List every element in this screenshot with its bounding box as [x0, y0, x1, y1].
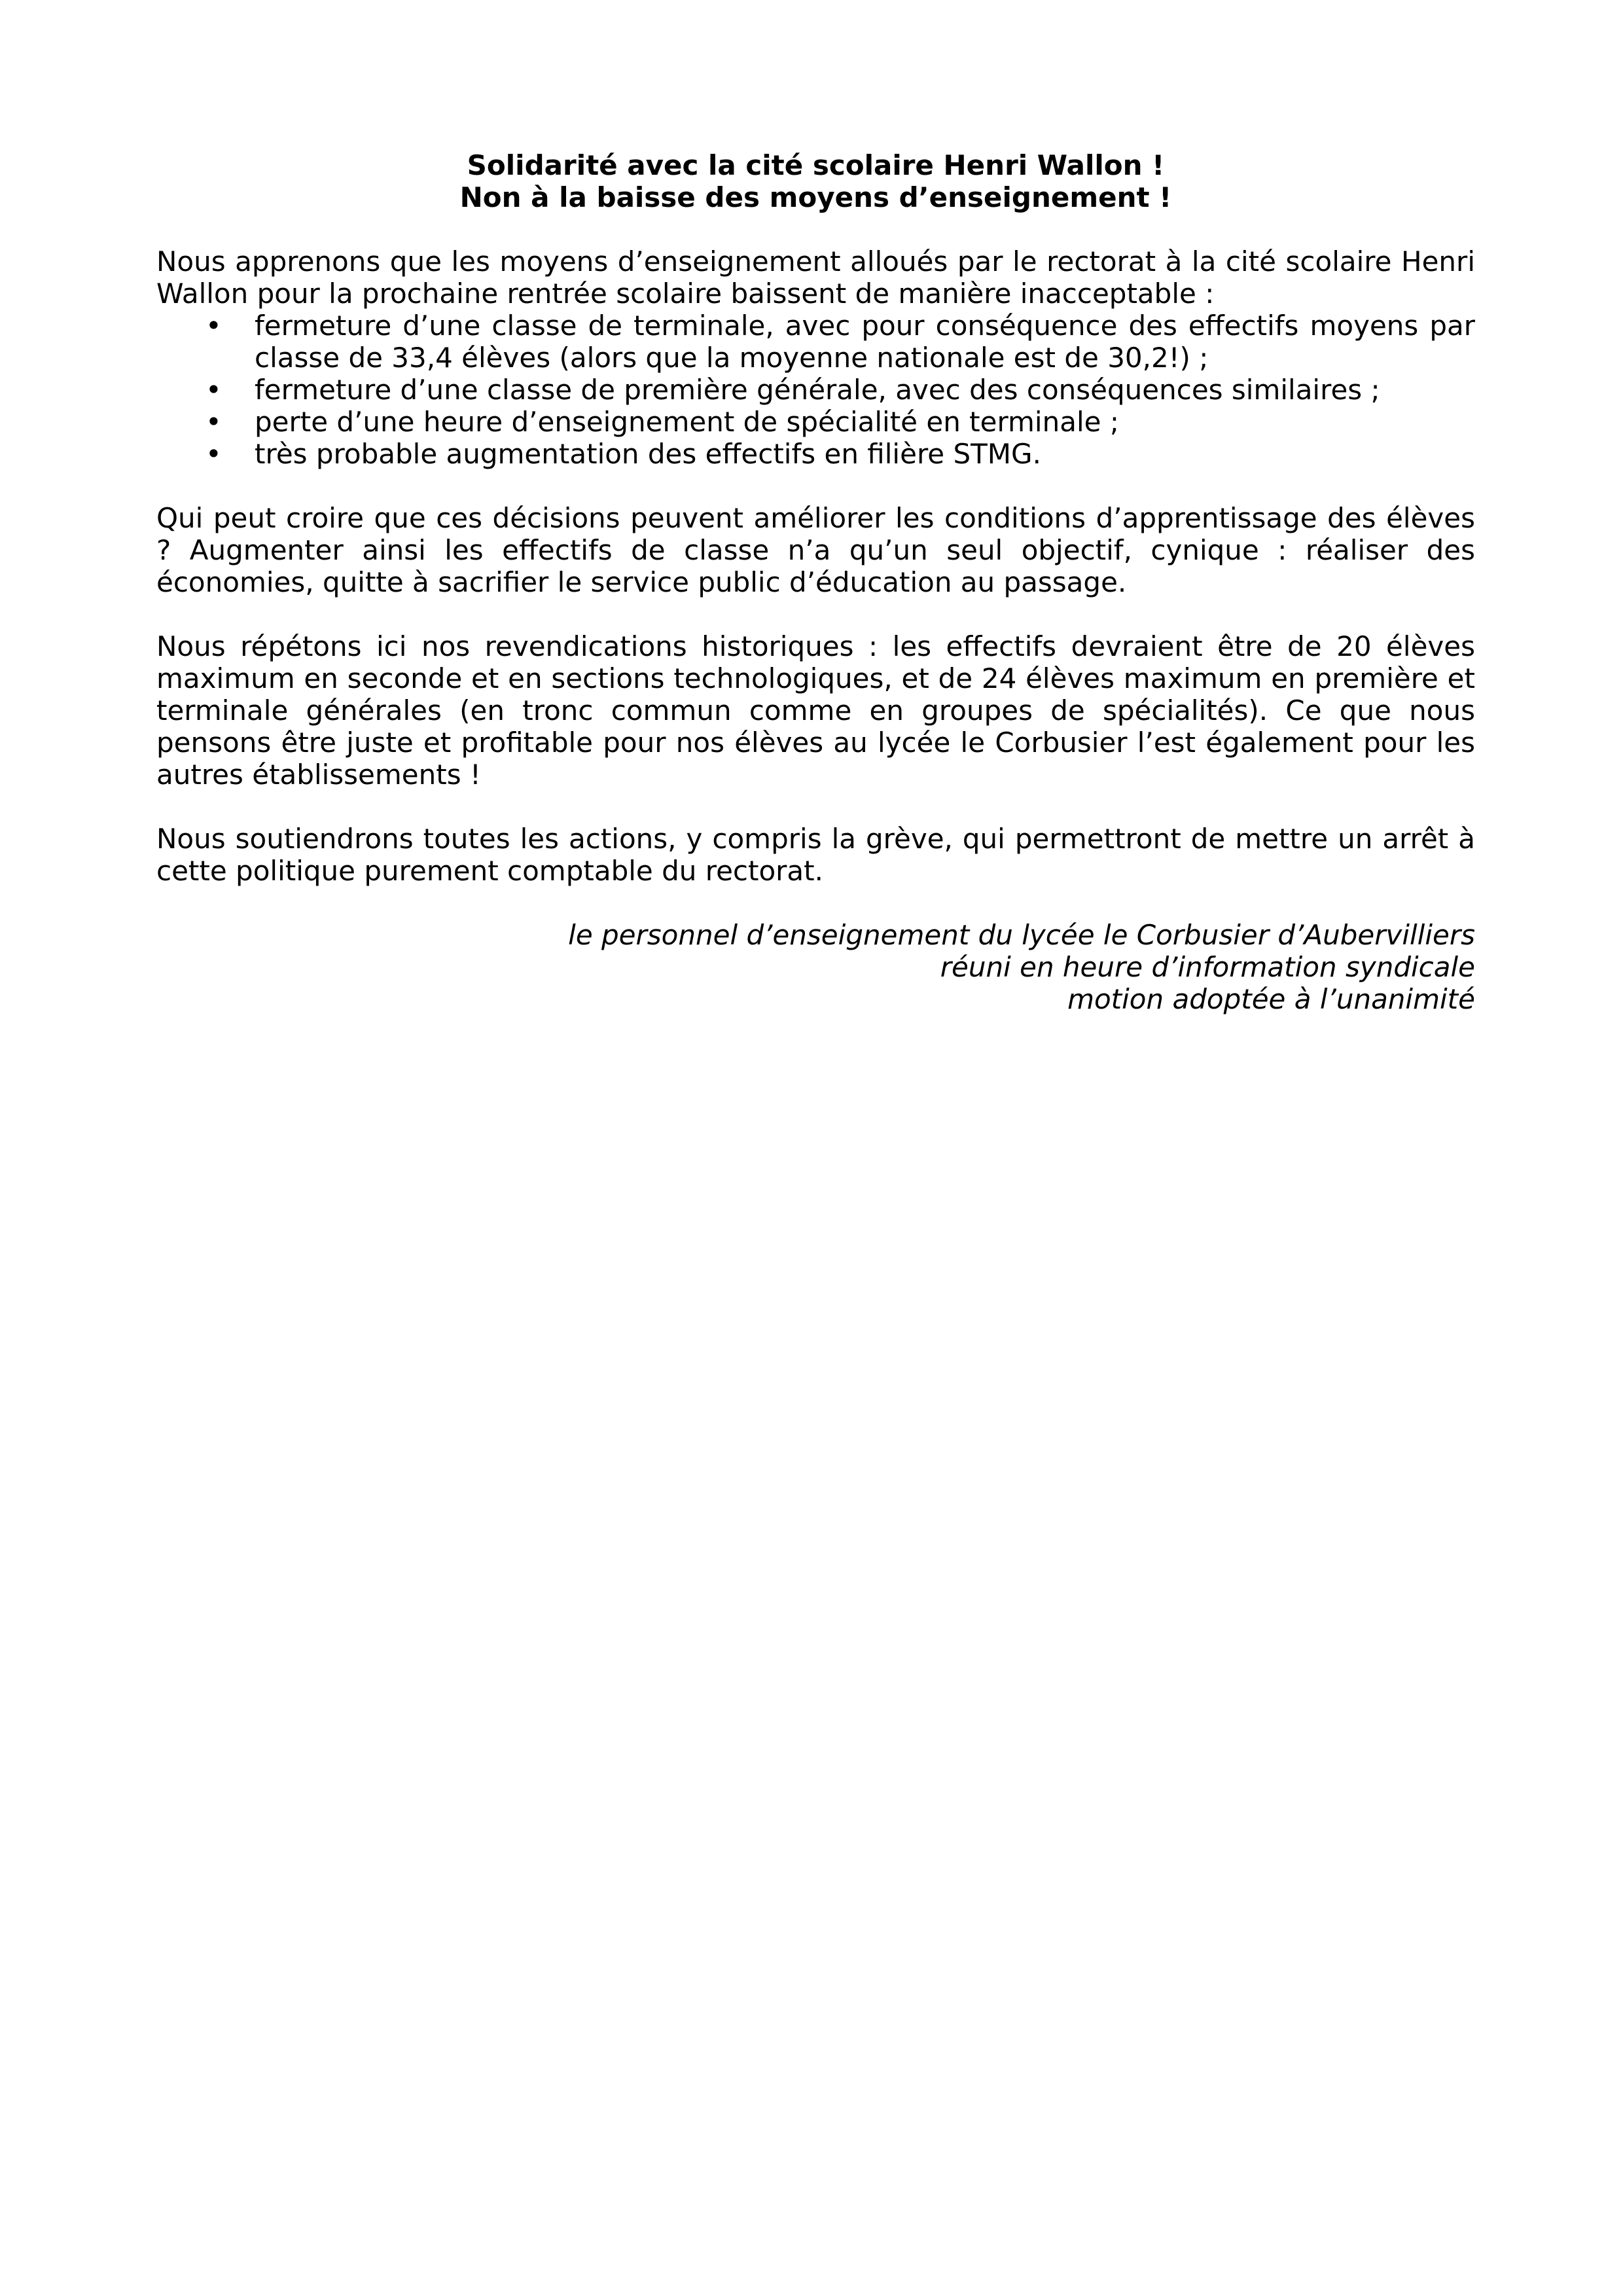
title-line-2: Non à la baisse des moyens d’enseignement !	[459, 181, 1172, 213]
title-line-1: Solidarité avec la cité scolaire Henri Wallon !	[467, 149, 1165, 181]
spacer	[156, 213, 1475, 245]
intro-paragraph: Nous apprenons que les moyens d’enseignement alloués par le rectorat à la cité scolaire Henri Wallon pour la prochaine rentrée scolaire baissent de manière inacceptable :	[156, 245, 1475, 310]
list-item	[156, 310, 1475, 374]
bullet-icon: •	[205, 406, 222, 438]
spacer	[156, 887, 1475, 919]
document-title	[156, 149, 1475, 213]
paragraph-support: Nous soutiendrons toutes les actions, y compris la grève, qui permettront de mettre un arrêt à cette politique purement comptable du rectorat.	[156, 823, 1475, 887]
list-item-text: très probable augmentation des effectifs en filière STMG.	[255, 438, 1041, 470]
document-body	[156, 149, 1475, 1015]
bullet-icon: •	[205, 438, 222, 470]
bullet-list	[156, 310, 1475, 470]
list-item	[156, 374, 1475, 406]
spacer	[156, 791, 1475, 823]
list-item-text: perte d’une heure d’enseignement de spécialité en terminale ;	[255, 406, 1119, 438]
list-item-text: fermeture d’une classe de terminale, avec pour conséquence des effectifs moyens par classe de 33,4 élèves (alors que la moyenne nationale est de 30,2!) ;	[255, 310, 1475, 374]
signature-block	[156, 919, 1475, 1015]
list-item-text: fermeture d’une classe de première générale, avec des conséquences similaires ;	[255, 374, 1380, 406]
signature-line-3: motion adoptée à l’unanimité	[1067, 983, 1475, 1015]
signature-line-2: réuni en heure d’information syndicale	[940, 951, 1475, 983]
list-item	[156, 406, 1475, 438]
bullet-icon: •	[205, 374, 222, 406]
spacer	[156, 598, 1475, 630]
spacer	[156, 470, 1475, 502]
list-item	[156, 438, 1475, 470]
bullet-icon: •	[205, 310, 222, 342]
signature-line-1: le personnel d’enseignement du lycée le Corbusier d’Aubervilliers	[568, 919, 1475, 951]
paragraph-demands: Nous répétons ici nos revendications historiques : les effectifs devraient être de 20 élèves maximum en seconde et en sections technologiques, et de 24 élèves maximum en première et terminale générales (en tronc commun comme en groupes de spécialités). Ce que nous pensons être juste et profitable pour nos élèves au lycée le Corbusier l’est également pour les autres établissements !	[156, 630, 1475, 791]
paragraph-conditions: Qui peut croire que ces décisions peuvent améliorer les conditions d’apprentissage des élèves ? Augmenter ainsi les effectifs de classe n’a qu’un seul objectif, cynique : réaliser des économies, quitte à sacrifier le service public d’éducation au passage.	[156, 502, 1475, 598]
